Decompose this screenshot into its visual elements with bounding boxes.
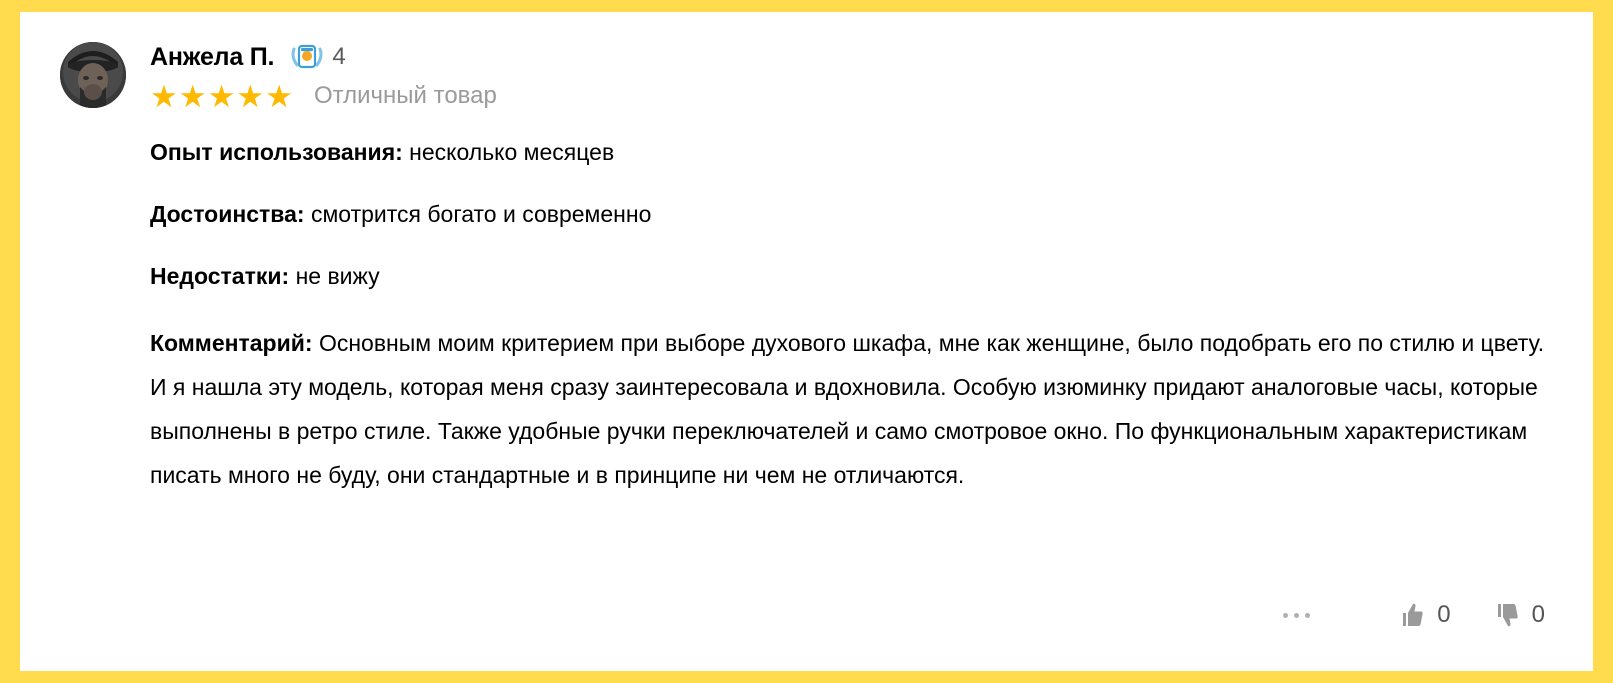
field-label: Комментарий: xyxy=(150,330,313,356)
thumbs-up-icon[interactable] xyxy=(1400,602,1424,628)
field-value: несколько месяцев xyxy=(409,139,615,165)
dot xyxy=(1283,613,1288,618)
star-icon: ★ xyxy=(150,78,179,114)
dot xyxy=(1305,613,1310,618)
star-icon: ★ xyxy=(236,78,266,114)
review-header xyxy=(60,40,1553,113)
review-field-cons xyxy=(150,259,1553,293)
star-icon: ★ xyxy=(207,78,237,114)
field-label: Опыт использования: xyxy=(150,139,403,165)
dot xyxy=(1294,613,1299,618)
avatar[interactable] xyxy=(60,42,126,108)
field-value: Основным моим критерием при выборе духового шкафа, мне как женщине, было подобрать его по стилю и цвету. И я нашла эту модель, которая меня сразу заинтересовала и вдохновила. Особую изюминку придают аналоговые часы, которые выполнены в ретро стиле. Также удобные ручки переключателей и само смотровое окно. По функциональным характеристикам писать много не буду, они стандартные и в принципе ни чем не отличаются. xyxy=(150,330,1545,488)
avatar-image xyxy=(60,42,126,108)
review-field-comment xyxy=(150,321,1553,497)
like-count: 0 xyxy=(1437,601,1451,628)
more-options-icon[interactable] xyxy=(1283,613,1310,618)
rating-stars xyxy=(150,78,294,114)
user-name: Анжела П. xyxy=(150,42,275,71)
header-text xyxy=(150,40,497,113)
star-icon: ★ xyxy=(265,78,294,114)
badge-count: 4 xyxy=(332,43,346,70)
name-line xyxy=(150,40,497,74)
like-control[interactable] xyxy=(1400,601,1450,629)
dislike-count: 0 xyxy=(1531,601,1545,628)
review-card xyxy=(20,12,1593,671)
review-body xyxy=(150,135,1553,497)
rating-line xyxy=(150,79,497,113)
field-value: смотрится богато и современно xyxy=(310,201,652,227)
review-field-pros xyxy=(150,197,1553,231)
field-value: не вижу xyxy=(295,263,380,289)
dislike-control[interactable] xyxy=(1495,601,1545,629)
thumbs-down-icon[interactable] xyxy=(1495,602,1519,628)
review-field-experience xyxy=(150,135,1553,169)
review-footer xyxy=(1283,601,1545,629)
field-label: Достоинства: xyxy=(150,201,305,227)
award-badge-icon xyxy=(290,43,324,71)
rating-text: Отличный товар xyxy=(313,82,497,109)
field-label: Недостатки: xyxy=(150,263,290,289)
star-icon: ★ xyxy=(178,78,208,114)
